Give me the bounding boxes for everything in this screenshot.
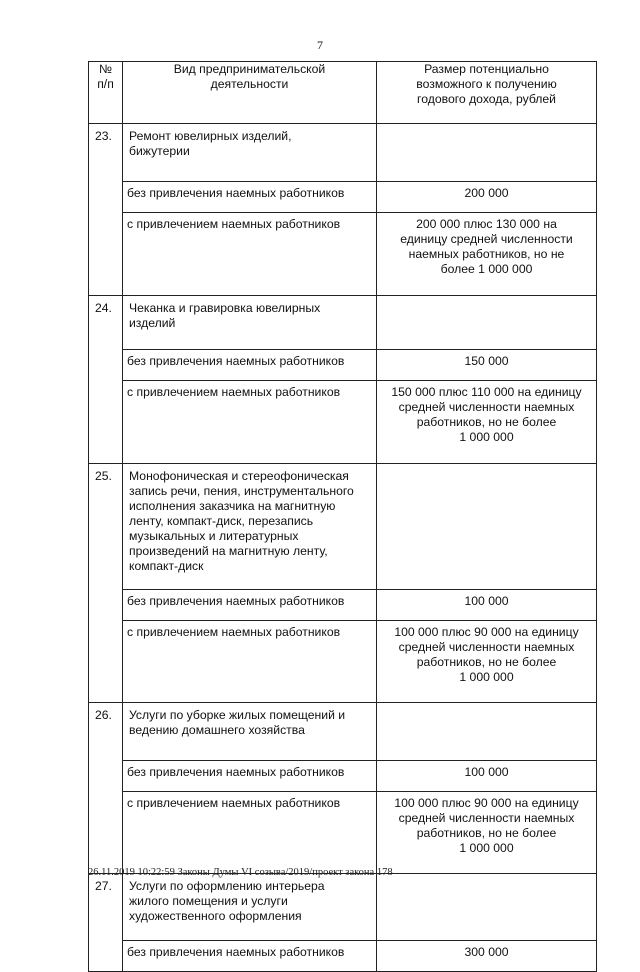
with-employees-label: с привлечением наемных работников xyxy=(123,621,377,703)
with-employees-row xyxy=(89,381,597,464)
without-employees-value: 150 000 xyxy=(377,350,597,381)
without-employees-value: 100 000 xyxy=(377,761,597,792)
without-employees-row xyxy=(89,182,597,213)
header-activity: Вид предпринимательской деятельности xyxy=(123,62,377,124)
with-employees-label: с привлечением наемных работников xyxy=(123,381,377,464)
without-employees-label: без привлечения наемных работников xyxy=(123,761,377,792)
without-employees-row xyxy=(89,761,597,792)
with-employees-row xyxy=(89,621,597,703)
without-employees-label: без привлечения наемных работников xyxy=(123,182,377,213)
row-number: 23. xyxy=(89,124,123,296)
activity-row xyxy=(89,464,597,590)
without-employees-value: 200 000 xyxy=(377,182,597,213)
with-employees-label: с привлечением наемных работников xyxy=(123,792,377,874)
table-body xyxy=(89,124,597,972)
with-employees-row xyxy=(89,213,597,296)
row-number: 25. xyxy=(89,464,123,703)
row-number: 27. xyxy=(89,874,123,972)
without-employees-label: без привлечения наемных работников xyxy=(123,590,377,621)
activity-row xyxy=(89,874,597,941)
without-employees-value: 300 000 xyxy=(377,941,597,972)
amount-empty-cell xyxy=(377,703,597,761)
activity-name: Монофоническая и стереофоническая запись речи, пения, инструментального исполнения заказчика на магнитную ленту, компакт-диск, перезапись музыкальных и литературных произведений на магнитную ленту, компакт-диск xyxy=(123,464,377,590)
page-number: 7 xyxy=(317,38,323,52)
without-employees-label: без привлечения наемных работников xyxy=(123,350,377,381)
activity-name: Услуги по оформлению интерьера жилого помещения и услуги художественного оформления xyxy=(123,874,377,941)
without-employees-label: без привлечения наемных работников xyxy=(123,941,377,972)
with-employees-row xyxy=(89,792,597,874)
with-employees-value: 200 000 плюс 130 000 на единицу средней численности наемных работников, но не более 1 000 000 xyxy=(377,213,597,296)
income-table xyxy=(88,61,597,972)
activity-name: Услуги по уборке жилых помещений и ведению домашнего хозяйства xyxy=(123,703,377,761)
document-footer: 26.11.2019 10:22:59 Законы Думы VI созыва/2019/проект закона 178 xyxy=(88,867,393,878)
with-employees-value: 150 000 плюс 110 000 на единицу средней численности наемных работников, но не более 1 000 000 xyxy=(377,381,597,464)
header-amount: Размер потенциально возможного к получению годового дохода, рублей xyxy=(377,62,597,124)
activity-row xyxy=(89,124,597,182)
with-employees-label: с привлечением наемных работников xyxy=(123,213,377,296)
row-number: 26. xyxy=(89,703,123,874)
without-employees-row xyxy=(89,590,597,621)
with-employees-value: 100 000 плюс 90 000 на единицу средней численности наемных работников, но не более 1 000 000 xyxy=(377,792,597,874)
activity-name: Ремонт ювелирных изделий, бижутерии xyxy=(123,124,377,182)
amount-empty-cell xyxy=(377,464,597,590)
without-employees-row xyxy=(89,350,597,381)
with-employees-value: 100 000 плюс 90 000 на единицу средней численности наемных работников, но не более 1 000 000 xyxy=(377,621,597,703)
without-employees-row xyxy=(89,941,597,972)
activity-row xyxy=(89,296,597,350)
activity-row xyxy=(89,703,597,761)
header-number: № п/п xyxy=(89,62,123,124)
table-header-row xyxy=(89,62,597,124)
amount-empty-cell xyxy=(377,124,597,182)
row-number: 24. xyxy=(89,296,123,464)
without-employees-value: 100 000 xyxy=(377,590,597,621)
amount-empty-cell xyxy=(377,874,597,941)
activity-name: Чеканка и гравировка ювелирных изделий xyxy=(123,296,377,350)
amount-empty-cell xyxy=(377,296,597,350)
